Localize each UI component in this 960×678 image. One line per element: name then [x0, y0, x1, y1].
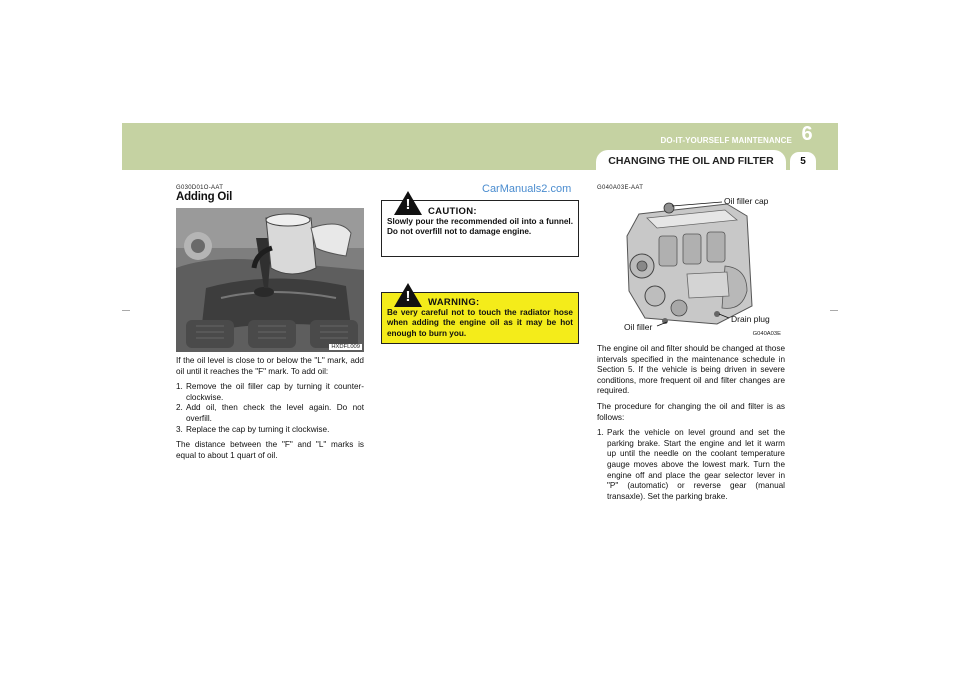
engine-oil-pour-figure: [176, 208, 364, 352]
changing-oil-steps: [597, 428, 785, 502]
warning-triangle-icon: !: [394, 283, 422, 307]
adding-oil-header: [176, 185, 364, 203]
chapter-title: DO-IT-YOURSELF MAINTENANCE: [660, 136, 792, 145]
page-tab: [790, 152, 816, 170]
list-item: [176, 403, 364, 424]
section-code: G040A03E-AAT: [597, 185, 644, 191]
step-number: 2.: [176, 403, 183, 413]
adding-oil-intro: If the oil level is close to or below the "L" mark, add oil until it reaches the "F" mark. To add oil:: [176, 356, 364, 376]
section-title: CHANGING THE OIL AND FILTER: [608, 155, 774, 167]
adding-oil-note: The distance between the "F" and "L" marks is equal to about 1 quart of oil.: [176, 440, 364, 460]
warning-box: [381, 288, 579, 344]
adding-oil-text: [176, 356, 364, 466]
changing-oil-paragraph-2: The procedure for changing the oil and filter is as follows:: [597, 401, 785, 422]
changing-oil-code-block: [597, 185, 785, 191]
engine-oil-pour-illustration: [176, 208, 364, 352]
changing-oil-text: [597, 344, 785, 502]
step-number: 1.: [597, 428, 604, 438]
section-tab: [596, 150, 786, 170]
crop-mark-right: [830, 310, 838, 311]
step-text: Park the vehicle on level ground and set the parking brake. Start the engine and let it warm up until the needle on the coolant temperature gauge moves above the lowest mark. Turn the engine off and place the gear selector lever in "P" (automatic) or reverse gear (manual transaxle). Set the parking brake.: [607, 428, 785, 501]
step-text: Add oil, then check the level again. Do not overfill.: [186, 403, 364, 423]
caution-text: Slowly pour the recommended oil into a funnel. Do not overfill not to damage engine.: [387, 217, 573, 237]
step-number: 3.: [176, 424, 183, 434]
list-item: [597, 428, 785, 502]
label-oil-filler: Oil filler: [624, 322, 653, 332]
label-drain-plug: Drain plug: [731, 314, 770, 324]
figure-caption: HXDFL009: [331, 344, 360, 350]
watermark-link[interactable]: CarManuals2.com: [482, 183, 572, 195]
engine-diagram-figure: [597, 196, 785, 341]
warning-triangle-icon: !: [394, 191, 422, 215]
label-oil-filler-cap: Oil filler cap: [724, 196, 769, 206]
changing-oil-paragraph-1: The engine oil and filter should be changed at those intervals specified in the maintenance schedule in Section 5. If the vehicle is being driven in severe conditions, more frequent oil and filter changes are required.: [597, 344, 785, 396]
list-item: [176, 425, 364, 436]
adding-oil-steps: [176, 382, 364, 435]
chapter-number: 6: [801, 123, 813, 145]
section-code: G030D01O-AAT: [176, 185, 224, 191]
warning-text: Be very careful not to touch the radiator hose when adding the engine oil as it may be hot enough to burn you.: [387, 308, 573, 338]
figure-caption: G040A03E: [752, 331, 781, 337]
step-text: Remove the oil filler cap by turning it counter-clockwise.: [186, 382, 364, 402]
warning-title: WARNING:: [428, 297, 480, 308]
step-text: Replace the cap by turning it clockwise.: [186, 424, 330, 434]
page-number: 5: [800, 156, 806, 167]
section-heading: Adding Oil: [176, 191, 233, 203]
step-number: 1.: [176, 382, 183, 392]
crop-mark-left: [122, 310, 130, 311]
caution-title: CAUTION:: [428, 206, 477, 217]
caution-box: [381, 196, 579, 257]
list-item: [176, 382, 364, 403]
